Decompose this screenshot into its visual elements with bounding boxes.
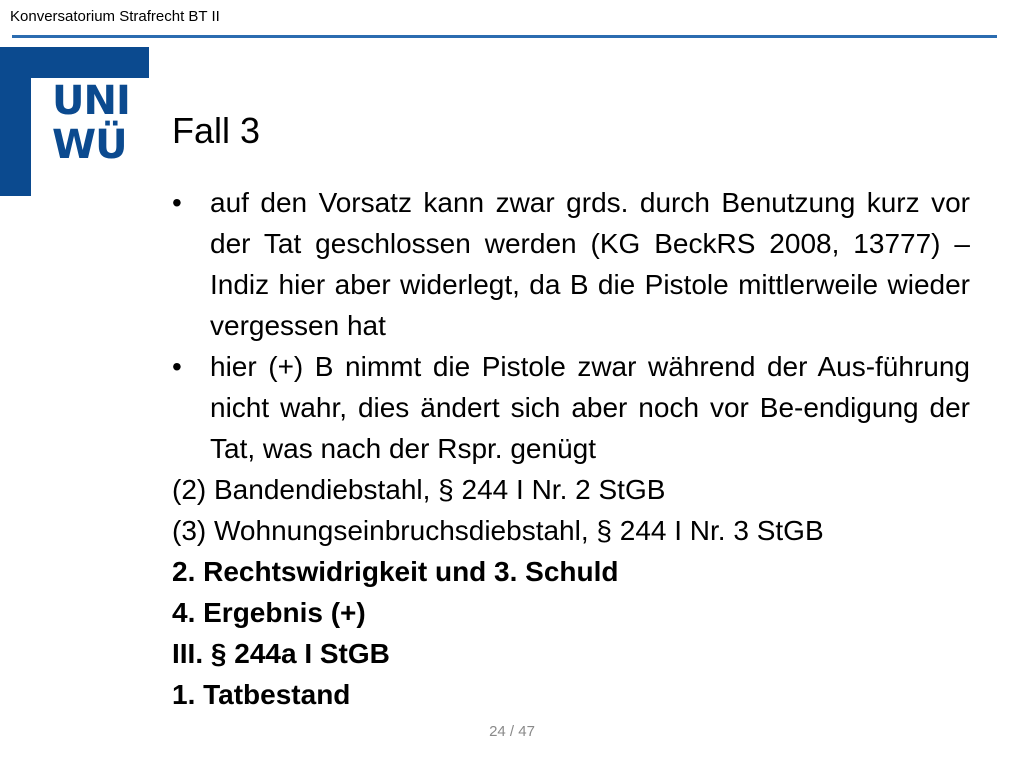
outline-heading: 2. Rechtswidrigkeit und 3. Schuld xyxy=(172,556,619,587)
logo-text-wue: WÜ xyxy=(52,122,127,168)
outline-line: (3) Wohnungseinbruchsdiebstahl, § 244 I Nr. 3 StGB xyxy=(172,515,824,546)
page-indicator: 24 / 47 xyxy=(489,723,535,740)
course-title: Konversatorium Strafrecht BT II xyxy=(10,8,220,25)
slide-content xyxy=(172,182,970,715)
header-divider xyxy=(12,35,997,38)
outline-heading: 4. Ergebnis (+) xyxy=(172,597,366,628)
slide-title: Fall 3 xyxy=(172,110,261,151)
bullet-item: • hier (+) B nimmt die Pistole zwar während der Aus-führung nicht wahr, dies ändert sich aber noch vor Be-endigung der Tat, was nach der Rspr. genügt xyxy=(172,346,970,469)
outline-heading: III. § 244a I StGB xyxy=(172,638,390,669)
outline-line: (2) Bandendiebstahl, § 244 I Nr. 2 StGB xyxy=(172,474,666,505)
outline-heading: 1. Tatbestand xyxy=(172,679,351,710)
bullet-item: • auf den Vorsatz kann zwar grds. durch Benutzung kurz vor der Tat geschlossen werden (KG BeckRS 2008, 13777) – Indiz hier aber widerlegt, da B die Pistole mittlerweile wieder vergessen hat xyxy=(172,182,970,346)
logo-text-uni: UNI xyxy=(52,78,130,124)
